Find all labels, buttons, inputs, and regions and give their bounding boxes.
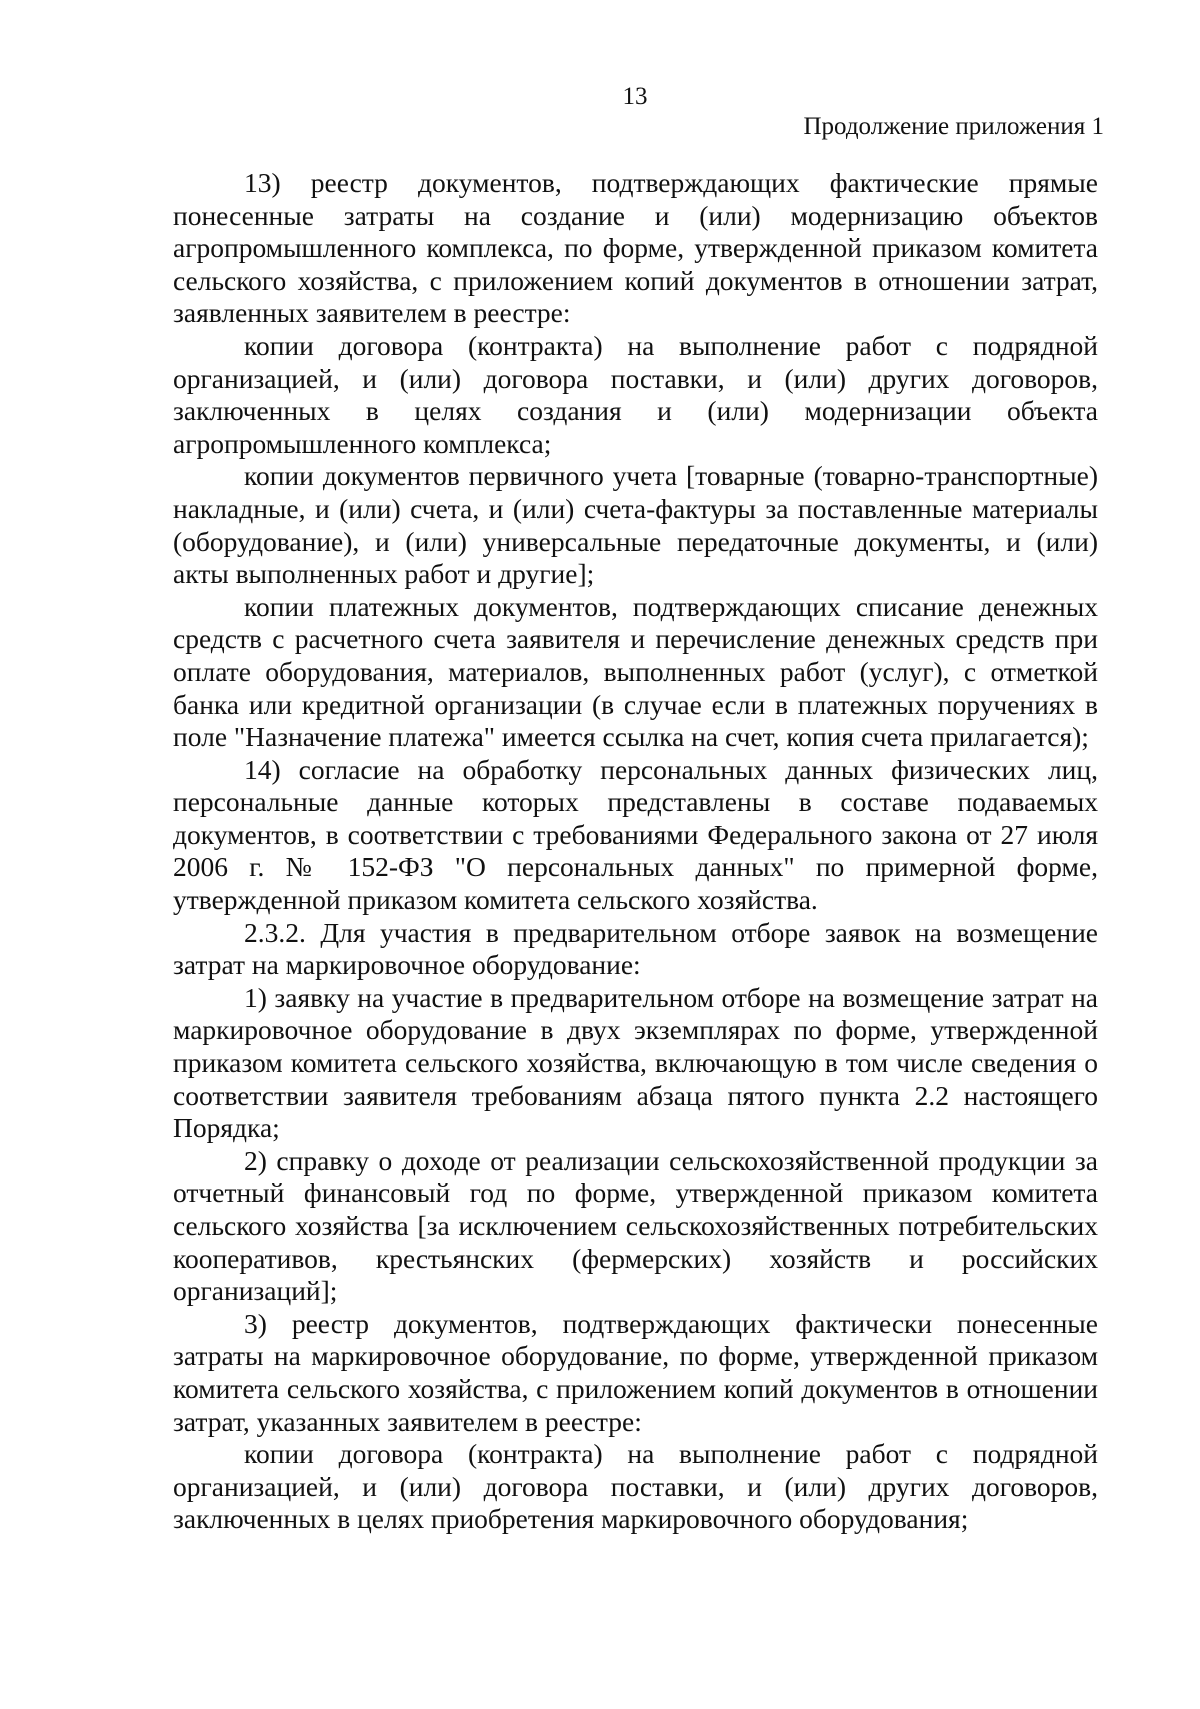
paragraph-item-3: 3) реестр документов, подтверждающих фактически понесенные затраты на маркировочное оборудование, по форме, утвержденной приказом комитета сельского хозяйства, с приложением копий документов в отношении затрат, указанных заявителем в реестре: <box>173 1307 1098 1437</box>
page-number: 13 <box>622 83 648 110</box>
paragraph-item-14: 14) согласие на обработку персональных данных физических лиц, персональные данные которых представлены в составе подаваемых документов, в соответствии с требованиями Федерального закона от 27 июля 2006 г. № 152-ФЗ "О персональных данных" по примерной форме, утвержденной приказом комитета сельского хозяйства. <box>173 753 1098 916</box>
paragraph-primary-accounting-copies: копии документов первичного учета [товарные (товарно-транспортные) накладные, и (или) счета, и (или) счета-фактуры за поставленные материалы (оборудование), и (или) универсальные передаточные документы, и (или) акты выполненных работ и другие]; <box>173 460 1098 590</box>
paragraph-payment-copies: копии платежных документов, подтверждающих списание денежных средств с расчетного счета заявителя и перечисление денежных средств при оплате оборудования, материалов, выполненных работ (услуг), с отметкой банка или кредитной организации (в случае если в платежных поручениях в поле "Назначение платежа" имеется ссылка на счет, копия счета прилагается); <box>173 590 1098 753</box>
paragraph-section-2-3-2: 2.3.2. Для участия в предварительном отборе заявок на возмещение затрат на маркировочное оборудование: <box>173 916 1098 981</box>
paragraph-contract-copies: копии договора (контракта) на выполнение работ с подрядной организацией, и (или) договора поставки, и (или) других договоров, заключенных в целях создания и (или) модернизации объекта агропромышленного комплекса; <box>173 329 1098 459</box>
paragraph-equipment-contract-copies: копии договора (контракта) на выполнение работ с подрядной организацией, и (или) договора поставки, и (или) других договоров, заключенных в целях приобретения маркировочного оборудования; <box>173 1438 1098 1535</box>
document-body <box>173 167 1098 1536</box>
paragraph-item-1: 1) заявку на участие в предварительном отборе на возмещение затрат на маркировочное оборудование в двух экземплярах по форме, утвержденной приказом комитета сельского хозяйства, включающую в том числе сведения о соответствии заявителя требованиям абзаца пятого пункта 2.2 настоящего Порядка; <box>173 981 1098 1144</box>
paragraph-item-13: 13) реестр документов, подтверждающих фактические прямые понесенные затраты на создание и (или) модернизацию объектов агропромышленного комплекса, по форме, утвержденной приказом комитета сельского хозяйства, с приложением копий документов в отношении затрат, заявленных заявителем в реестре: <box>173 167 1098 329</box>
paragraph-item-2: 2) справку о доходе от реализации сельскохозяйственной продукции за отчетный финансовый год по форме, утвержденной приказом комитета сельского хозяйства [за исключением сельскохозяйственных потребительских кооперативов, крестьянских (фермерских) хозяйств и российских организаций]; <box>173 1144 1098 1307</box>
appendix-continuation-label: Продолжение приложения 1 <box>803 113 1104 140</box>
